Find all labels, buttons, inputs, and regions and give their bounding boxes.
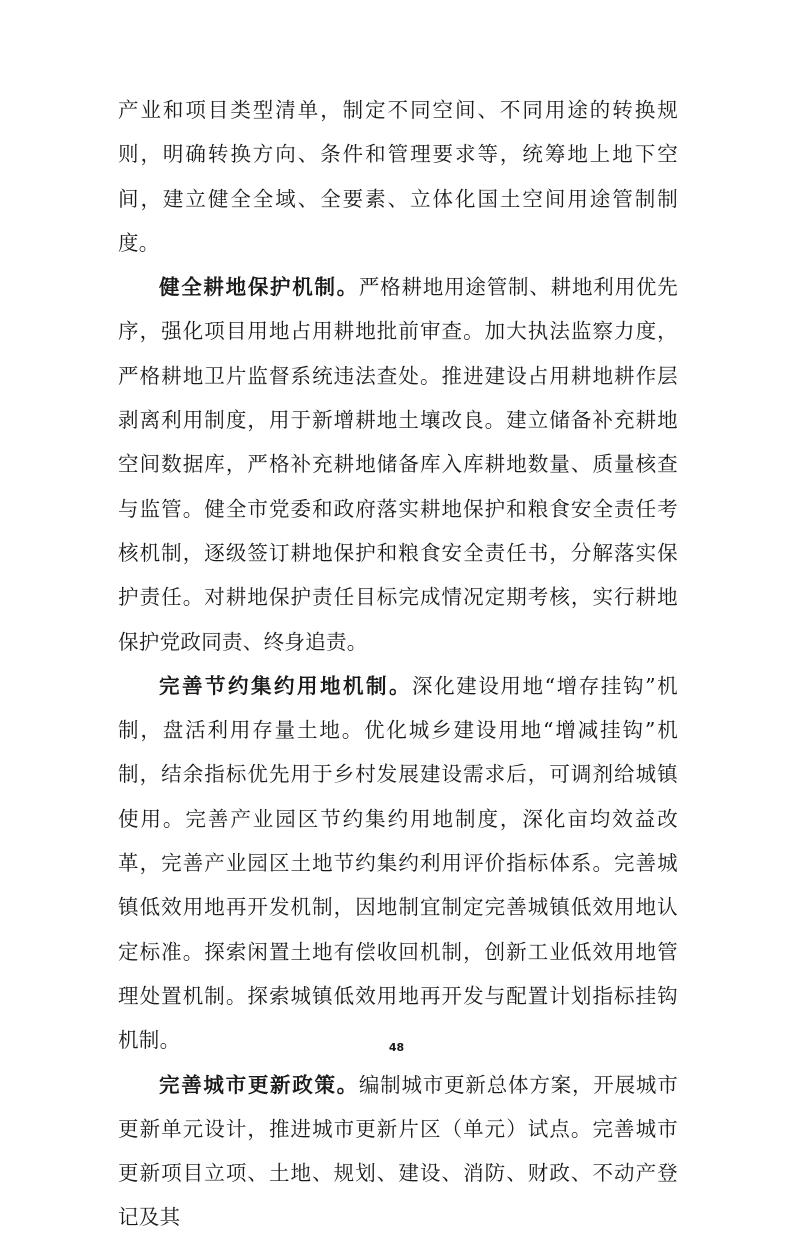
paragraph-text: 深化建设用地“增存挂钩”机制，盘活利用存量土地。优化城乡建设用地“增减挂钩”机制，结余指标优先用于乡村发展建设需求后，可调剂给城镇使用。完善产业园区节约集约用地制度，深化亩均效益改革，完善产业园区土地节约集约利用评价指标体系。完善城镇低效用地再开发机制，因地制宜制定完善城镇低效用地认定标准。探索闲置土地有偿收回机制，创新工业低效用地管理处置机制。探索城镇低效用地再开发与配置计划指标挂钩机制。 xyxy=(118,673,678,1053)
paragraph-text: 编制城市更新总体方案，开展城市更新单元设计，推进城市更新片区（单元）试点。完善城市更新项目立项、土地、规划、建设、消防、财政、不动产登记及其 xyxy=(118,1072,678,1230)
paragraph-text: 严格耕地用途管制、耕地利用优先序，强化项目用地占用耕地批前审查。加大执法监察力度，严格耕地卫片监督系统违法查处。推进建设占用耕地耕作层剥离利用制度，用于新增耕地土壤改良。建立储备补充耕地空间数据库，严格补充耕地储备库入库耕地数量、质量核查与监管。健全市党委和政府落实耕地保护和粮食安全责任考核机制，逐级签订耕地保护和粮食安全责任书，分解落实保护责任。对耕地保护责任目标完成情况定期考核，实行耕地保护党政同责、终身追责。 xyxy=(118,275,678,654)
paragraph-intensive-land-use xyxy=(118,664,678,1063)
paragraph-farmland-protection xyxy=(118,265,678,664)
paragraph-urban-renewal xyxy=(118,1063,678,1240)
paragraph-text: 产业和项目类型清单，制定不同空间、不同用途的转换规则，明确转换方向、条件和管理要求等，统筹地上地下空间，建立健全全域、全要素、立体化国土空间用途管制制度。 xyxy=(118,98,678,255)
paragraph-heading: 完善节约集约用地机制。 xyxy=(159,673,413,698)
page-number: 48 xyxy=(388,1041,405,1054)
paragraph-heading: 完善城市更新政策。 xyxy=(159,1072,359,1097)
paragraph-heading: 健全耕地保护机制。 xyxy=(159,275,359,300)
paragraph-continuation xyxy=(118,88,678,265)
document-body xyxy=(118,88,678,1240)
